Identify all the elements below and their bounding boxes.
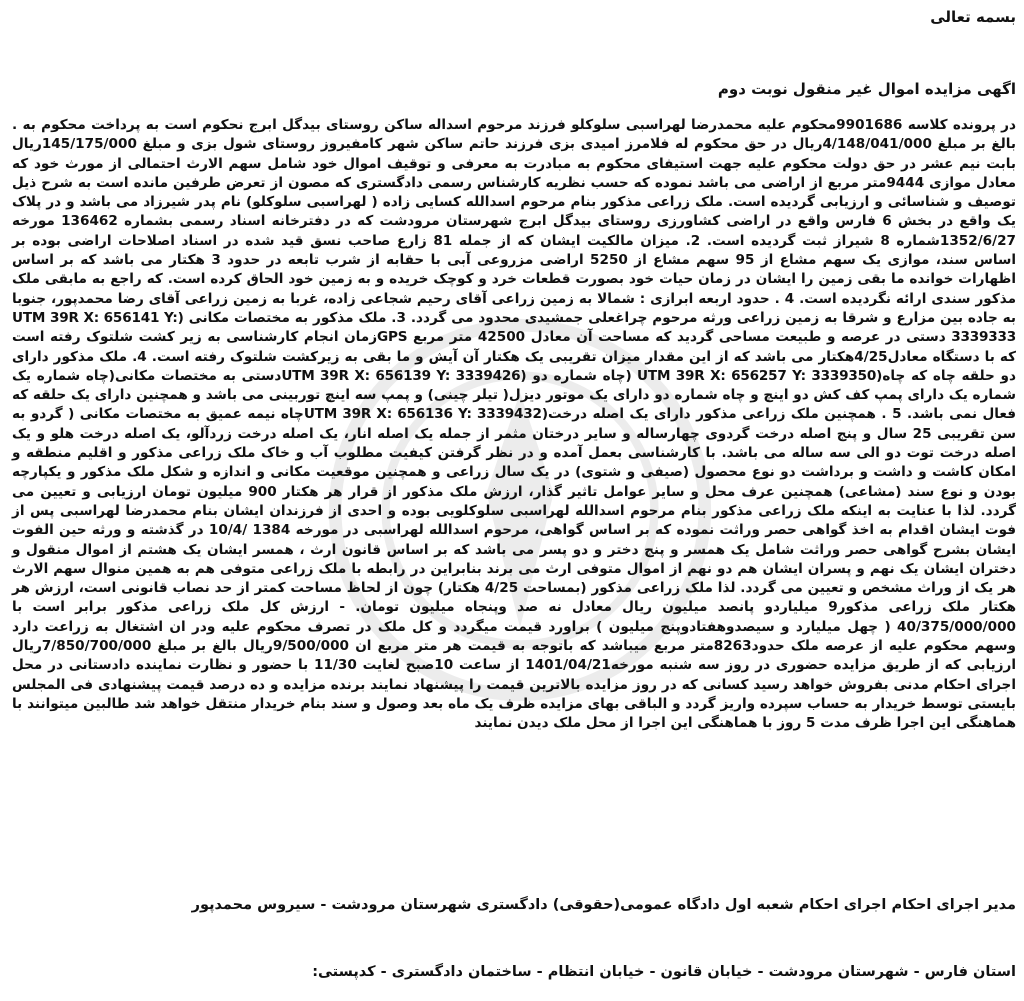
address-line: استان فارس - شهرستان مرودشت - خیابان قانون - خیابان انتظام - ساختمان دادگستری - کدپستی:: [312, 964, 1016, 980]
document-title: بسمه تعالی: [930, 8, 1016, 26]
notice-page: [10, 0, 1016, 1001]
notice-body: در پرونده کلاسه 9901686محکوم علیه محمدرضا لهراسبی سلوکلو فرزند مرحوم اسداله ساکن روستای بیدگل ابرج نحکوم است به پرداخت محکوم به . بالغ بر مبلغ 4/148/041/000ریال در حق محکوم له فلامرز امیدی بزی فرزند حاتم ساکن شهر کامفیروز روستای شول بزی و مبلغ 145/175/000ریال بابت نیم عشر در حق دولت محکوم علیه جهت استیفای محکوم به مبادرت به معرفی و توقیف اموال خود شامل سهم الارث احتمالی از مورث خود که معادل موازی 9444متر مربع از اراضی می باشد نموده که حسب نظریه کارشناس رسمی دادگستری که مصون از تعرض طرفین مانده است به شرح ذیل توصیف و شناسائی و ارزیابی گردیده است. ملک زراعی مذکور بنام مرحوم اسدالله کسایی زاده ( لهراسبی سلوکلو) نام پدر شیرزاد می باشد و در پلاک یک واقع در بخش 6 فارس واقع در اراضی کشاورزی روستای بیدگل ابرج شهرستان مرودشت که در دفترخانه اسناد رسمی بشماره 136462 مورخه 1352/6/27شماره 8 شیراز ثبت گردیده است. 2. میزان مالکیت ایشان که از جمله 81 زارع صاحب نسق قید شده در اسناد اصلاحات اراضی بوده بر اساس سند، موازی یک سهم مشاع از 95 سهم مشاع از 5250 اراضی مزروعی آبی با حقابه از شرب تابعه در حدود 3 هکتار می باشد که بر اساس اظهارات خوانده ما بقی زمین را ایشان در زمان حیات خود بصورت قطعات خرد و کوچک خریده و به زمین خود الحاق کرده است. که راجع به مابقی ملک مذکور سندی ارائه نگردیده است. 4 . حدود اربعه ابرازی : شمالا به زمین زراعی آقای رحیم شجاعی زاده، غربا به زمین زراعی آقای رضا محمدپور، جنوبا به جاده بین مزارع و شرقا به زمین زراعی ورثه مرحوم چراغعلی جمشیدی محدود می گردد. 3. ملک مذکور به مختصات مکانی (UTM 39R X: 656141 Y: 3339333 دستی در عرصه و طبیعت مساحی گردید که مساحت آن معادل 42500 متر مربع GPSزمان انجام کارشناسی به زیر کشت شلتوک رفته است که با دستگاه معادل4/25هکتار می باشد که از این مقدار میزان تقریبی یک هکتار آن آیش و ما بقی به زیرکشت شلتوک رفته است. 4. ملک مذکور دارای دو حلقه چاه که چاه(UTM 39R X: 656257 Y: 3339350 (چاه شماره دو (UTM 39R X: 656139 Y: 3339426دستی به مختصات مکانی(چاه شماره یک شماره یک دارای پمپ کف کش دو اینچ و چاه شماره دو دارای یک موتور دیزل( تیلر چینی) و پمپ سه اینچ توربینی می باشد و همچنین دارای یک حلقه که فعال نمی باشد. 5 . همچنین ملک زراعی مذکور دارای یک اصله درخت(UTM 39R X: 656136 Y: 3339432چاه نیمه عمیق به مختصات مکانی ( گردو به سن تقریبی 25 سال و پنج اصله درخت گردوی چهارساله و سایر درختان مثمر از جمله یک اصله انار، یک اصله درخت زردآلو، یک اصله درخت هلو و یک اصله درخت توت دو الی سه ساله می باشد. با کارشناسی بعمل آمده و در نظر گرفتن کیفیت مطلوب آب و خاک ملک زراعی مذکور و اقلیم منطقه و امکان کاشت و داشت و برداشت دو نوع محصول (صیفی و شتوی) در یک سال زراعی و همچنین موقعیت مکانی و اندازه و شکل ملک مذکور و یکپارچه بودن و نوع سند (مشاعی) همچنین عرف محل و سایر عوامل تاثیر گذار، ارزش ملک مذکور از قرار هر هکتار 900 میلیون تومان ارزیابی و تعیین می گردد. لذا با عنایت به اینکه ملک زراعی مذکور بنام مرحوم اسدالله لهراسبی سلوکلویی بوده و احدی از فرزندان ایشان بنام محمدرضا لهراسبی پس از فوت ایشان اقدام به اخذ گواهی حصر وراثت نموده که بر اساس گواهی، مرحوم اسدالله لهراسبی در مورخه 1384 /10/4 در گذشته و ورثه حین الفوت ایشان بشرح گواهی حصر وراثت شامل یک همسر و پنج دختر و دو پسر می باشد که بر اساس قانون ارث ، همسر ایشان یک هشتم از اموال منقول و دختران ایشان یک نهم و پسران ایشان هم دو نهم از اموال متوفی ارث می برند بنابراین در رابطه با ملک زراعی متوفی هم به همین منوال سهم الارث هر یک از وراث مشخص و تعیین می گردد. لذا ملک زراعی مذکور (بمساحت 4/25 هکتار) چون از لحاظ مساحت کمتر از حد نصاب قانونی است، ارزش هر هکتار ملک زراعی مذکور9 میلیاردو پانصد میلیون ریال معادل نه صد وپنجاه میلیون تومان. - ارزش کل ملک زراعی مذکور برابر است با 40/375/000/000 ( چهل میلیارد و سیصدوهفتادوپنج میلیون ) براورد قیمت میگردد و کل ملک در تصرف محکوم علیه ودر ان اشتغال به زراعت دارد وسهم محکوم علیه از عرصه ملک حدود8263متر مربع میباشد که باتوجه به قیمت هر متر مربع ان 9/500/000ریال بالغ بر مبلغ 7/850/700/000ریال ارزیابی که از طریق مزایده حضوری در روز سه شنبه مورخه1401/04/21 از ساعت 10صبح لغایت 11/30 با حضور و نظارت نماینده دادستانی در محل اجرای احکام مدنی بفروش خواهد رسید کسانی که در روز مزایده بالاترین قیمت را پیشنهاد نمایند برنده مزایده و ده درصد قیمت پیشنهادی فی المجلس بایستی توسط خریدار به حساب سپرده واریز گردد و الباقی بهای مزایده ظرف یک ماه بعد وصول و سند بنام خریدار منتقل خواهد شد طالبین میتوانند با هماهنگی این اجرا ظرف مدت 5 روز با هماهنگی این اجرا از محل ملک دیدن نمایند: [12, 117, 1016, 732]
notice-heading: اگهی مزایده اموال غیر منقول نوبت دوم: [717, 80, 1016, 98]
signature-line: مدیر اجرای احکام اجرای احکام شعبه اول دادگاه عمومی(حقوقی) دادگستری شهرستان مرودشت - سیروس محمدپور: [191, 897, 1016, 913]
